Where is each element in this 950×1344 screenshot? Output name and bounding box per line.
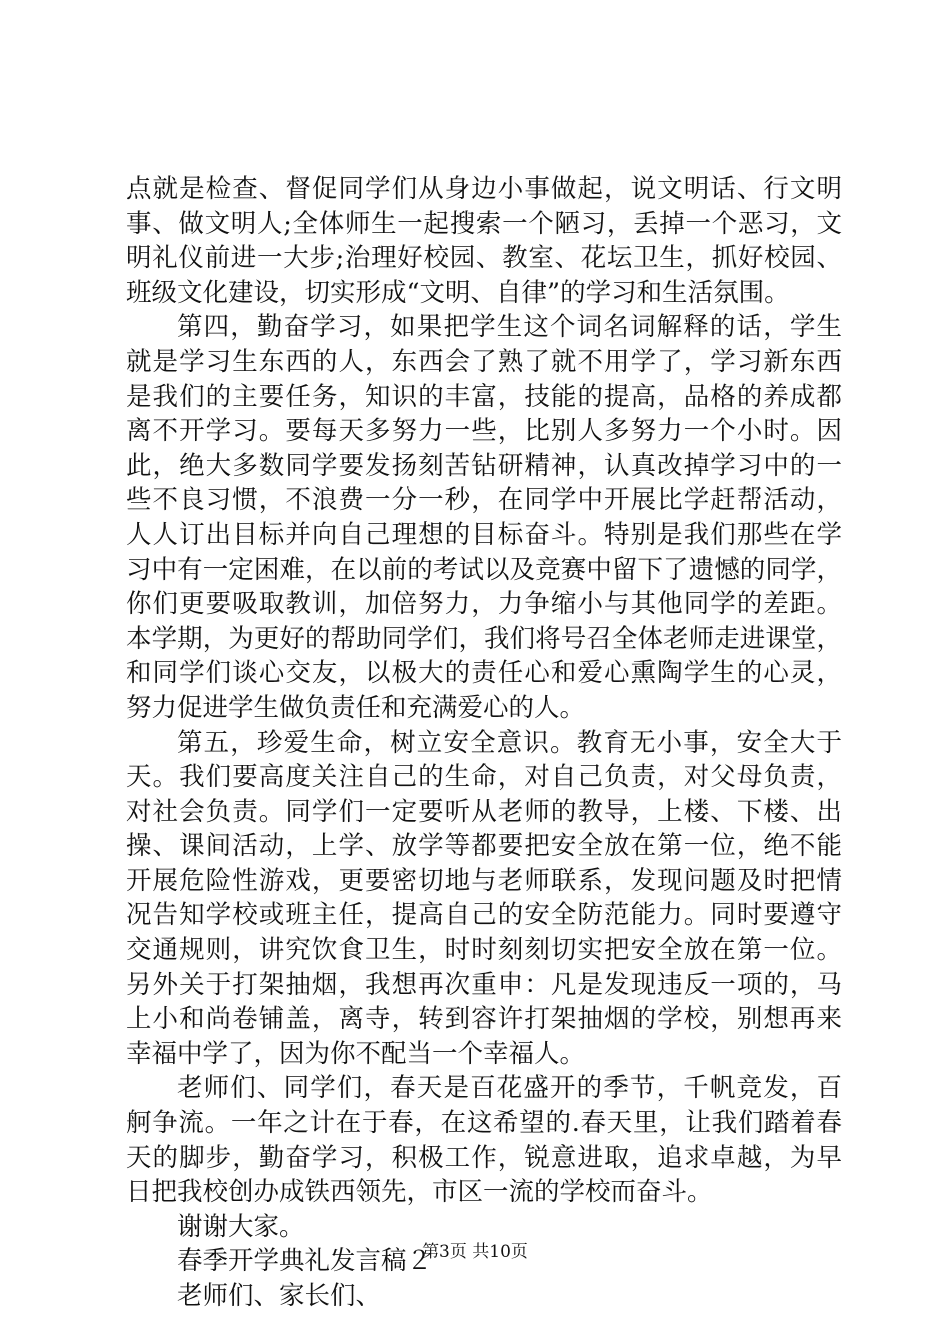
text-line: 天。我们要高度关注自己的生命，对自己负责，对父母负责， — [126, 762, 842, 793]
text-line: 谢谢大家。 — [177, 1211, 305, 1242]
text-line: 日把我校创办成铁西领先，市区一流的学校而奋斗。 — [126, 1177, 713, 1208]
text-line: 幸福中学了，因为你不配当一个幸福人。 — [126, 1038, 586, 1069]
text-line: 人人订出目标并向自己理想的目标奋斗。特别是我们那些在学 — [126, 519, 842, 550]
document-body — [126, 172, 842, 1314]
text-line: 操、课间活动，上学、放学等都要把安全放在第一位，绝不能 — [126, 831, 842, 862]
text-line: 离不开学习。要每天多努力一些，比别人多努力一个小时。因 — [126, 416, 842, 447]
text-line: 老师们、同学们，春天是百花盛开的季节，千帆竞发，百 — [177, 1073, 842, 1104]
text-line: 你们更要吸取教训，加倍努力，力争缩小与其他同学的差距。 — [126, 589, 842, 620]
text-line: 班级文化建设，切实形成“文明、自律”的学习和生活氛围。 — [126, 277, 790, 308]
text-line: 就是学习生东西的人，东西会了熟了就不用学了，学习新东西 — [126, 346, 842, 377]
text-line: 交通规则，讲究饮食卫生，时时刻刻切实把安全放在第一位。 — [126, 935, 842, 966]
text-line: 习中有一定困难，在以前的考试以及竞赛中留下了遗憾的同学， — [126, 554, 842, 585]
text-line: 春季开学典礼发言稿２ — [177, 1246, 433, 1277]
text-line: 努力促进学生做负责任和充满爱心的人。 — [126, 692, 586, 723]
text-line: 事、做文明人;全体师生一起搜索一个陋习，丢掉一个恶习，文 — [126, 208, 842, 239]
text-line: 点就是检查、督促同学们从身边小事做起，说文明话、行文明 — [126, 174, 842, 204]
text-line: 明礼仪前进一大步;治理好校园、教室、花坛卫生，抓好校园、 — [126, 243, 842, 274]
text-line: 些不良习惯，不浪费一分一秒，在同学中开展比学赶帮活动， — [126, 485, 842, 516]
text-line: 老师们、家长们、 — [177, 1281, 382, 1311]
text-line: 天的脚步，勤奋学习，积极工作，锐意进取，追求卓越，为早 — [126, 1142, 842, 1173]
text-line: 本学期，为更好的帮助同学们，我们将号召全体老师走进课堂， — [126, 623, 842, 654]
text-line: 对社会负责。同学们一定要听从老师的教导，上楼、下楼、出 — [126, 796, 842, 827]
text-line: 是我们的主要任务，知识的丰富，技能的提高，品格的养成都 — [126, 381, 842, 412]
text-line: 第五，珍爱生命，树立安全意识。教育无小事，安全大于 — [177, 727, 842, 758]
text-line: 另外关于打架抽烟，我想再次重申：凡是发现违反一项的，马 — [126, 969, 842, 1000]
text-line: 况告知学校或班主任，提高自己的安全防范能力。同时要遵守 — [126, 900, 842, 931]
text-line: 开展危险性游戏，更要密切地与老师联系，发现问题及时把情 — [126, 865, 842, 896]
text-line: 此，绝大多数同学要发扬刻苦钻研精神，认真改掉学习中的一 — [126, 450, 842, 481]
page-footer: 第3页 共10页 — [422, 1242, 528, 1262]
text-line: 第四，勤奋学习，如果把学生这个词名词解释的话，学生 — [177, 312, 842, 343]
text-line: 和同学们谈心交友，以极大的责任心和爱心熏陶学生的心灵， — [126, 658, 842, 689]
text-line: 上小和尚卷铺盖，离寺，转到容许打架抽烟的学校，别想再来 — [126, 1004, 842, 1035]
text-line: 舸争流。一年之计在于春，在这希望的.春天里，让我们踏着春 — [126, 1108, 842, 1139]
